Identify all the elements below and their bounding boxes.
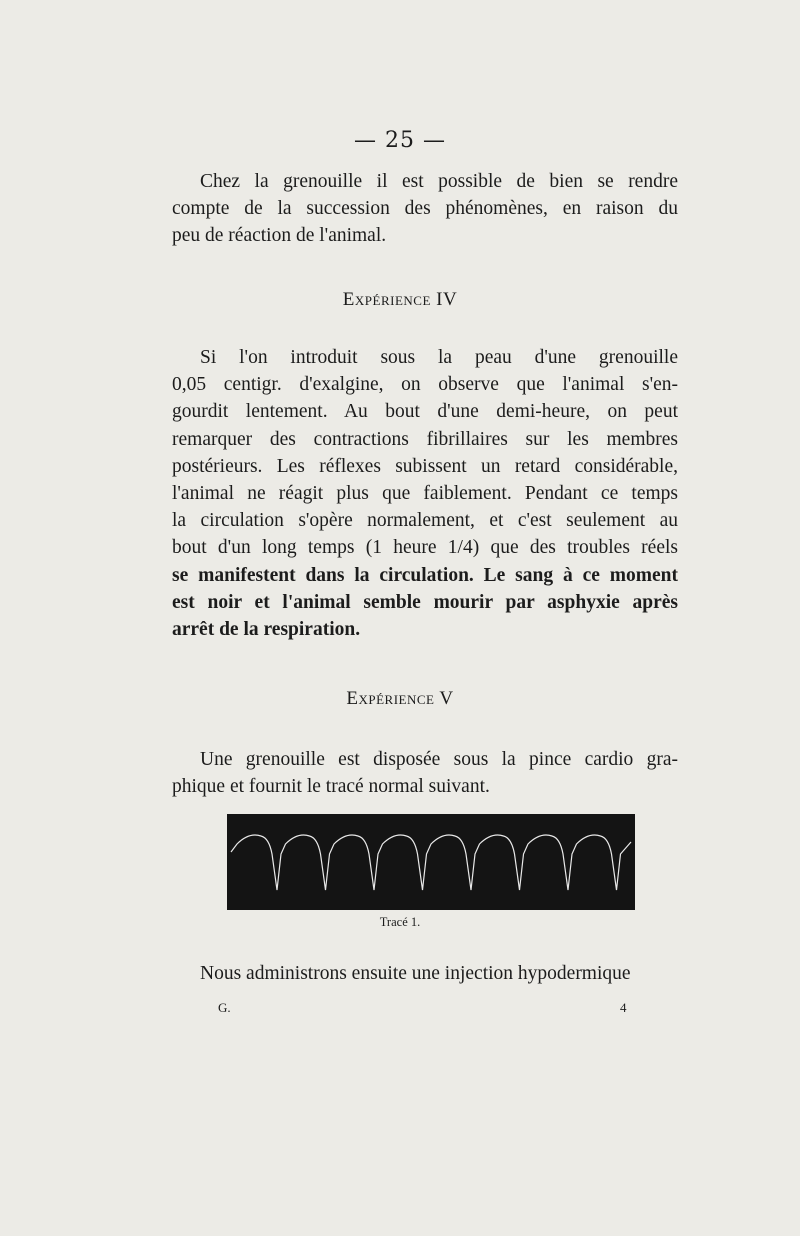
text-line: postérieurs. Les réflexes subissent un retard considérable, <box>172 455 678 477</box>
trace-line <box>231 835 631 890</box>
text-line: Chez la grenouille il est possible de bien se rendre <box>200 171 678 192</box>
paragraph-experience-5 <box>172 746 678 800</box>
text-line: 0,05 centigr. d'exalgine, on observe que l'animal s'en- <box>172 374 678 396</box>
text-line: peu de réaction de l'animal. <box>172 225 387 247</box>
text-line: la circulation s'opère normalement, et c'est seulement au <box>172 510 678 532</box>
figure-caption: Tracé 1. <box>379 915 421 929</box>
text-line: l'animal ne réagit plus que faiblement. Pendant ce temps <box>172 482 678 504</box>
section-heading: Expérience V <box>346 688 454 709</box>
text-line: Une grenouille est disposée sous la pince cardio gra- <box>200 749 678 770</box>
text-line: phique et fournit le tracé normal suivant. <box>172 776 490 798</box>
text-line: se manifestent dans la circulation. Le sang à ce moment <box>172 564 678 586</box>
footer-signature: G. <box>218 1000 231 1015</box>
text-line: Nous administrons ensuite une injection hypodermique <box>200 963 631 984</box>
text-line: Si l'on introduit sous la peau d'une grenouille <box>200 347 678 368</box>
text-line: arrêt de la respiration. <box>172 618 361 640</box>
page-number: — 25 — <box>354 128 446 153</box>
paragraph-experience-4 <box>172 344 678 643</box>
paragraph-continuation <box>172 960 678 987</box>
paragraph-intro <box>172 168 678 250</box>
text-line: compte de la succession des phénomènes, en raison du <box>172 198 678 220</box>
text-line: bout d'un long temps (1 heure 1/4) que des troubles réels <box>172 537 678 559</box>
tracing-image <box>227 814 635 910</box>
text-line: est noir et l'animal semble mourir par asphyxie après <box>172 591 678 613</box>
cardiograph-tracing <box>227 814 635 910</box>
text-line: remarquer des contractions fibrillaires sur les membres <box>172 428 678 450</box>
section-heading: Expérience IV <box>342 289 458 310</box>
footer-sheet-number: 4 <box>620 1000 627 1015</box>
text-line: gourdit lentement. Au bout d'une demi-heure, on peut <box>172 401 678 423</box>
